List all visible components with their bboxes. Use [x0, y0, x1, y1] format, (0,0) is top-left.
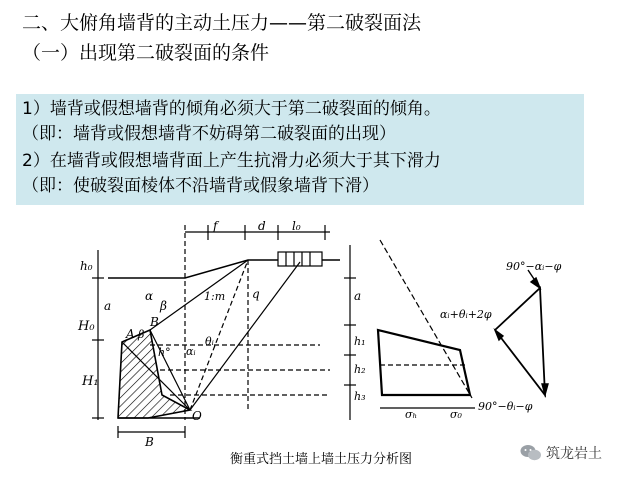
label-B-point: B: [150, 315, 159, 329]
label-angle2: 90°−θᵢ−φ: [478, 400, 533, 413]
label-h0: h₀: [80, 259, 93, 273]
label-theta-i: θᵢ: [205, 335, 214, 348]
label-A: A: [126, 327, 135, 341]
condition-2: 2）在墙背或假想墙背面上产生抗滑力必须大于其下滑力: [22, 151, 441, 171]
label-h2: h₂: [354, 363, 366, 376]
section-title: 二、大俯角墙背的主动土压力——第二破裂面法: [22, 12, 422, 34]
condition-1: 1）墙背或假想墙背的倾角必须大于第二破裂面的倾角。: [22, 99, 441, 119]
label-sigma-0: σ₀: [450, 408, 462, 421]
label-q: q: [252, 287, 260, 301]
condition-2-note: （即：使破裂面棱体不沿墙背或假象墙背下滑）: [22, 176, 379, 196]
label-a-left: a: [104, 299, 112, 313]
label-H1: H₁: [82, 374, 99, 389]
label-h1: h₁: [354, 335, 366, 348]
label-h3: h₃: [354, 390, 366, 403]
label-beta: β: [138, 328, 145, 341]
label-eq-top: αᵢ+θᵢ+2φ: [440, 308, 492, 321]
label-B: B: [145, 435, 154, 449]
wechat-icon: [520, 444, 542, 462]
label-l0: l₀: [292, 219, 301, 233]
label-beta2: β: [160, 299, 167, 313]
label-d: d: [258, 219, 266, 233]
label-slope: 1:m: [204, 290, 226, 303]
label-h-star: h°: [158, 346, 171, 359]
label-O: O: [192, 409, 202, 423]
condition-1-note: （即：墙背或假想墙背不妨碍第二破裂面的出现）: [22, 124, 396, 144]
figure-caption: 衡重式挡土墙上墙土压力分析图: [230, 452, 413, 467]
label-a-mid: a: [354, 289, 362, 303]
label-alpha: α: [145, 289, 154, 303]
label-f: f: [213, 219, 218, 233]
watermark: [520, 443, 602, 463]
label-sigma-h: σₕ: [405, 408, 418, 421]
section-subtitle: （一）出现第二破裂面的条件: [22, 42, 270, 64]
force-polygon: [495, 270, 548, 395]
label-angle1: 90°−αᵢ−φ: [506, 260, 562, 273]
watermark-text: 筑龙岩土: [546, 446, 602, 462]
label-H0: H₀: [78, 319, 95, 334]
label-alpha-i: αᵢ: [186, 345, 196, 358]
